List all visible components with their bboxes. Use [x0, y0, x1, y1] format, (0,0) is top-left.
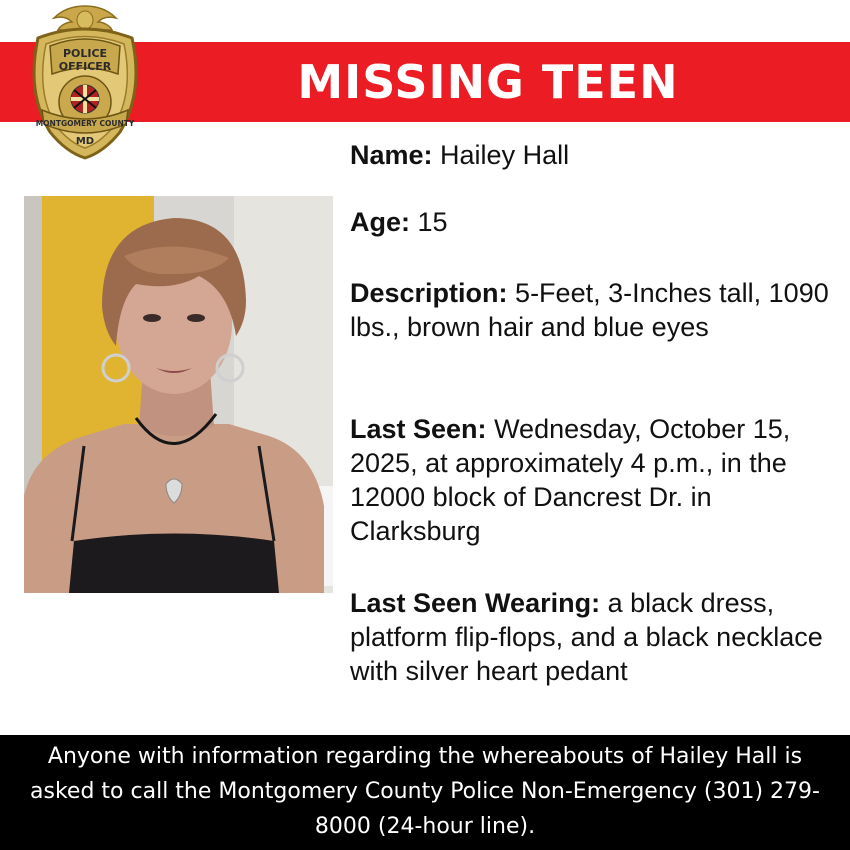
name-value: Hailey Hall	[440, 140, 570, 170]
banner-title: MISSING TEEN	[297, 55, 679, 109]
last-seen-value: Wednesday, October 15, 2025, at approximately 4 p.m., in the 12000 block of Dancrest Dr. in Clarksburg	[350, 414, 791, 546]
badge-police-text: POLICE	[62, 47, 108, 60]
wearing-label: Last Seen Wearing:	[350, 588, 601, 618]
contact-instructions: Anyone with information regarding the whereabouts of Hailey Hall is asked to call the Montgomery County Police Non-Emergency (301) 279-8000 (24-hour line).	[30, 744, 820, 839]
last-seen-wearing-block	[350, 586, 845, 688]
last-seen-label: Last Seen:	[350, 414, 487, 444]
name-line	[350, 138, 845, 172]
description-label: Description:	[350, 278, 508, 308]
age-value: 15	[417, 207, 448, 237]
name-label: Name:	[350, 140, 433, 170]
wearing-value: a black dress, platform flip-flops, and a black necklace with silver heart pedant	[350, 588, 823, 686]
badge-md-text: MD	[75, 136, 95, 147]
last-seen-block	[350, 412, 845, 548]
badge-officer-text: OFFICER	[58, 60, 112, 73]
police-badge-logo	[20, 2, 150, 162]
age-label: Age:	[350, 207, 410, 237]
age-line	[350, 205, 845, 239]
missing-person-photo	[24, 196, 333, 593]
badge-county-text: MONTGOMERY COUNTY	[35, 119, 135, 128]
description-value: 5-Feet, 3-Inches tall, 1090 lbs., brown hair and blue eyes	[350, 278, 829, 342]
description-block	[350, 276, 845, 344]
contact-footer	[0, 735, 850, 850]
